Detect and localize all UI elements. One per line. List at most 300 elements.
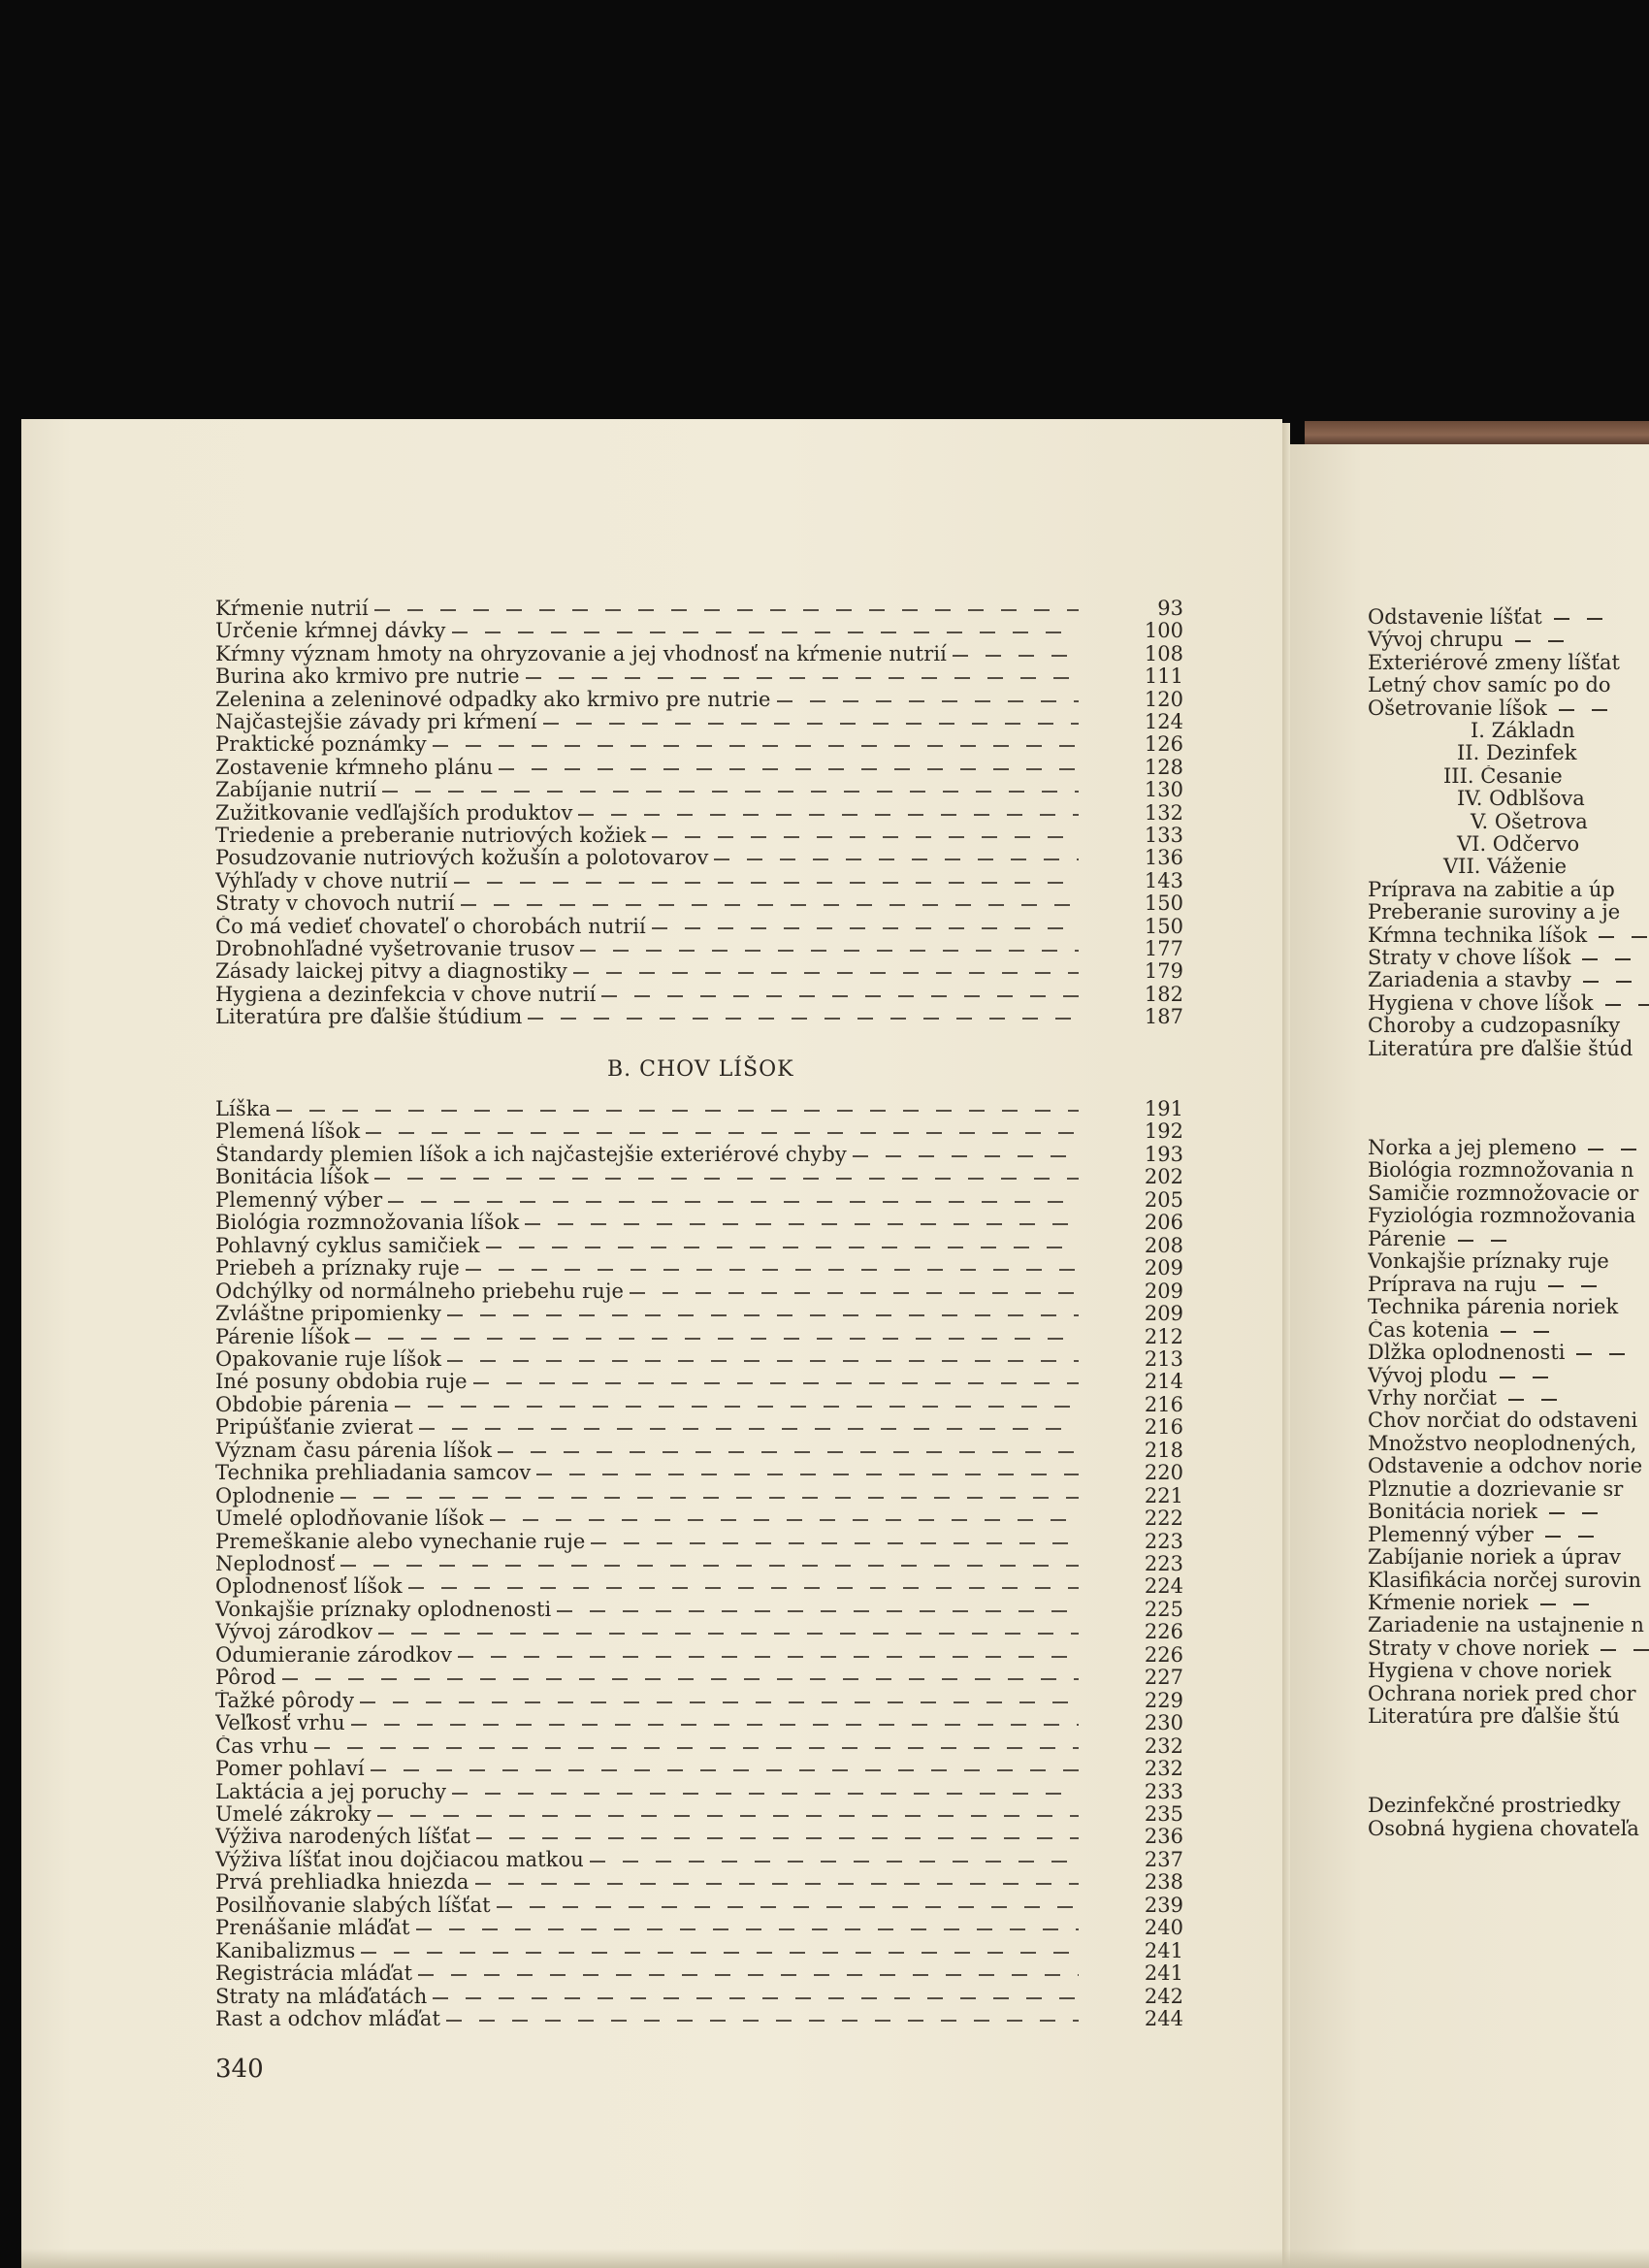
dash-leader: [1458, 1240, 1516, 1242]
dash-leader: [1508, 1399, 1567, 1401]
toc-entry: [1368, 856, 1649, 878]
toc-entry: [215, 757, 1185, 779]
toc-entry: [1368, 1660, 1649, 1682]
toc-entry-title: Obdobie párenia: [215, 1393, 389, 1416]
toc-entry-title: Odchýlky od normálneho priebehu ruje: [215, 1280, 625, 1303]
toc-entry-title: Plemenný výber: [215, 1188, 383, 1212]
toc-entry: [215, 1462, 1185, 1484]
toc-entry-title: Ťažké pôrody: [215, 1689, 355, 1712]
toc-entry: [1368, 879, 1649, 901]
toc-entry-page: 240: [1144, 1917, 1183, 1940]
toc-entry-title: Kŕmenie noriek: [1368, 1592, 1529, 1614]
toc-entry: [215, 1416, 1185, 1439]
dash-leader: [528, 1018, 1079, 1020]
toc-entry: [215, 2008, 1185, 2030]
dash-leader: [557, 1610, 1079, 1612]
toc-entry-page: 225: [1144, 1598, 1183, 1621]
dash-leader: [351, 1724, 1079, 1726]
toc-entry-title: Laktácia a jej poruchy: [215, 1780, 447, 1803]
dash-leader: [395, 1406, 1079, 1408]
dash-leader: [536, 1474, 1079, 1475]
toc-entry-title: Triedenie a preberanie nutriových kožiek: [215, 825, 647, 847]
dash-leader: [525, 1223, 1079, 1225]
toc-entry-title: Drobnohľadné vyšetrovanie trusov: [215, 938, 575, 960]
toc-entry-title: Exteriérové zmeny líšťat: [1368, 651, 1620, 674]
toc-entry-title: IV. Odblšova: [1457, 788, 1585, 811]
toc-entry-page: 222: [1144, 1507, 1183, 1531]
toc-entry-page: 133: [1144, 825, 1183, 847]
toc-entry: [1368, 992, 1649, 1015]
toc-entry-title: Literatúra pre ďalšie štú: [1368, 1705, 1620, 1729]
dash-leader: [601, 995, 1079, 997]
toc-entry-title: Zabíjanie noriek a úprav: [1368, 1546, 1621, 1570]
toc-entry: [215, 1553, 1185, 1575]
toc-entry-title: Zariadenia a stavby: [1368, 969, 1571, 992]
dash-leader: [355, 1338, 1079, 1340]
toc-entry-title: Premeškanie alebo vynechanie ruje: [215, 1530, 586, 1553]
toc-entry-page: 220: [1144, 1462, 1183, 1485]
toc-entry: [1368, 1159, 1649, 1182]
dash-leader: [473, 1382, 1079, 1384]
toc-entry: [1368, 1478, 1649, 1501]
toc-entry-page: 236: [1144, 1826, 1183, 1849]
toc-entry-title: Odstavenie líšťat: [1368, 606, 1542, 629]
toc-entry: [215, 643, 1185, 665]
toc-entry-title: Hygiena v chove líšok: [1368, 991, 1594, 1015]
toc-entry-page: 218: [1144, 1439, 1183, 1462]
toc-entry: [215, 984, 1185, 1006]
toc-entry-page: 124: [1144, 711, 1183, 733]
toc-entry-page: 205: [1144, 1188, 1183, 1212]
toc-entry-page: 232: [1144, 1734, 1183, 1758]
toc-entry-page: 223: [1144, 1530, 1183, 1553]
toc-entry-title: Choroby a cudzopasníky: [1368, 1015, 1621, 1038]
toc-entry: [215, 1212, 1185, 1234]
toc-entry: [1368, 833, 1649, 856]
toc-entry-title: Zásady laickej pitvy a diagnostiky: [215, 960, 567, 984]
dash-leader: [408, 1587, 1079, 1589]
toc-entry-title: Kŕmny význam hmoty na ohryzovanie a jej vhodnosť na kŕmenie nutrií: [215, 642, 947, 665]
toc-entry-title: Literatúra pre ďalšie štúdium: [215, 1006, 523, 1029]
toc-entry: [1368, 1795, 1649, 1817]
toc-entry: [215, 1758, 1185, 1780]
toc-entry: [215, 1440, 1185, 1462]
toc-entry: [1368, 1387, 1649, 1409]
toc-entry-title: Bonitácia líšok: [215, 1166, 370, 1189]
toc-entry: [215, 598, 1185, 620]
toc-entry-title: Vývoj plodu: [1368, 1364, 1488, 1387]
toc-entry-title: Straty v chove líšok: [1368, 947, 1571, 969]
toc-entry-page: 206: [1144, 1212, 1183, 1235]
toc-entry: [215, 1599, 1185, 1621]
toc-entry: [1368, 1683, 1649, 1705]
toc-entry-title: Plemenný výber: [1368, 1523, 1534, 1546]
toc-entry-page: 209: [1144, 1280, 1183, 1303]
toc-entry-title: Veľkosť vrhu: [215, 1712, 345, 1735]
dash-leader: [276, 1110, 1079, 1112]
toc-entry-page: 130: [1144, 779, 1183, 802]
toc-entry: [1368, 674, 1649, 697]
toc-entry: [215, 1257, 1185, 1280]
toc-entry: [1368, 652, 1649, 674]
toc-entry-title: Prvá prehliadka hniezda: [215, 1871, 469, 1895]
toc-entry: [215, 938, 1185, 960]
toc-entry-title: Zabíjanie nutrií: [215, 779, 377, 802]
dash-leader: [371, 1769, 1079, 1771]
toc-entry: [1368, 811, 1649, 833]
toc-entry-title: Iné posuny obdobia ruje: [215, 1371, 468, 1394]
dash-leader: [466, 1269, 1079, 1271]
toc-entry-title: Fyziológia rozmnožovania: [1368, 1205, 1636, 1228]
toc-entry-title: Pohlavný cyklus samičiek: [215, 1234, 480, 1257]
toc-entry: [215, 1871, 1185, 1894]
toc-entry-title: Štandardy plemien líšok a ich najčastejšie exteriérové chyby: [215, 1143, 847, 1166]
toc-entry-title: Praktické poznámky: [215, 733, 427, 757]
toc-entry: [1368, 1137, 1649, 1159]
toc-entry: [1368, 1705, 1649, 1728]
toc-entry-title: VI. Odčervo: [1457, 833, 1580, 856]
toc-entry: [1368, 1570, 1649, 1592]
toc-entry-title: Pripúšťanie zvierat: [215, 1416, 413, 1440]
toc-entry-page: 143: [1144, 869, 1183, 892]
toc-entry-title: Čo má vedieť chovateľ o chorobách nutrií: [215, 915, 646, 938]
toc-entry: [1368, 1365, 1649, 1387]
toc-entry: [1368, 765, 1649, 788]
dash-leader: [1599, 936, 1649, 938]
toc-entry-title: Párenie líšok: [215, 1325, 350, 1348]
dash-leader: [475, 1883, 1080, 1885]
toc-entry: [215, 1303, 1185, 1325]
toc-entry-title: Líška: [215, 1098, 272, 1120]
dash-leader: [498, 1451, 1079, 1453]
toc-entry: [1368, 1409, 1649, 1432]
toc-entry: [215, 1531, 1185, 1553]
dash-leader: [1588, 1149, 1646, 1150]
dash-leader: [447, 1360, 1079, 1362]
toc-entry-title: Vývoj chrupu: [1368, 629, 1504, 652]
toc-entry-page: 108: [1144, 642, 1183, 665]
toc-entry-page: 177: [1144, 938, 1183, 960]
toc-entry-title: Biológia rozmnožovania líšok: [215, 1212, 520, 1235]
toc-entry: [215, 711, 1185, 733]
dash-leader: [652, 927, 1079, 929]
toc-entry-page: 111: [1144, 665, 1183, 689]
toc-entry: [215, 1280, 1185, 1303]
toc-entry: [215, 1849, 1185, 1871]
toc-entry-title: Straty na mláďatách: [215, 1985, 428, 2008]
toc-entry: [215, 1507, 1185, 1530]
toc-entry: [215, 1826, 1185, 1848]
toc-entry-title: Klasifikácia norčej surovin: [1368, 1569, 1642, 1592]
toc-entry-title: Zariadenie na ustajnenie n: [1368, 1614, 1644, 1637]
toc-entry-page: 214: [1144, 1371, 1183, 1394]
toc-entry-title: Burina ako krmivo pre nutrie: [215, 665, 520, 689]
toc-entry-page: 233: [1144, 1780, 1183, 1803]
page-bottom-edge: [21, 2249, 1649, 2268]
toc-entry-page: 193: [1144, 1143, 1183, 1166]
dash-leader: [1554, 618, 1612, 620]
toc-entry: [1368, 1455, 1649, 1477]
toc-entry: [1368, 1614, 1649, 1636]
dash-leader: [361, 1952, 1079, 1954]
toc-entry: [1368, 606, 1649, 629]
toc-entry-title: V. Ošetrova: [1471, 810, 1588, 833]
toc-entry: [215, 1394, 1185, 1416]
toc-entry-page: 120: [1144, 688, 1183, 711]
toc-entry: [1368, 1818, 1649, 1840]
dash-leader: [1545, 1536, 1603, 1538]
toc-entry: [1368, 1592, 1649, 1614]
toc-entry: [1368, 1205, 1649, 1227]
dash-leader: [1548, 1285, 1606, 1287]
toc-entry: [1368, 788, 1649, 810]
toc-entry: [215, 733, 1185, 756]
toc-entry: [215, 1690, 1185, 1712]
dash-leader: [476, 1837, 1079, 1839]
toc-entry: [1368, 924, 1649, 947]
toc-entry-title: I. Základn: [1471, 720, 1575, 742]
toc-entry-page: 216: [1144, 1393, 1183, 1416]
toc-entry-title: Výživa narodených líšťat: [215, 1826, 470, 1849]
toc-entry: [1368, 901, 1649, 923]
dash-leader: [1576, 1353, 1634, 1355]
toc-entry-title: Letný chov samíc po do: [1368, 674, 1611, 697]
toc-entry-title: Vonkajšie príznaky ruje: [1368, 1250, 1609, 1274]
toc-entry-page: 93: [1157, 598, 1183, 620]
toc-entry: [1368, 720, 1649, 742]
toc-entry: [215, 1621, 1185, 1643]
toc-entry: [215, 1144, 1185, 1166]
toc-entry-title: II. Dezinfek: [1457, 742, 1577, 765]
dash-leader: [452, 632, 1079, 633]
toc-entry-title: Posilňovanie slabých líšťat: [215, 1894, 491, 1917]
toc-entry-title: Príprava na ruju: [1368, 1273, 1537, 1296]
toc-entry-title: Prenášanie mláďat: [215, 1917, 410, 1940]
dash-leader: [953, 655, 1079, 657]
toc-entry-title: Párenie: [1368, 1227, 1446, 1250]
dash-leader: [486, 1247, 1079, 1248]
toc-entry-title: Samičie rozmnožovacie or: [1368, 1182, 1639, 1205]
dash-leader: [360, 1701, 1079, 1703]
toc-entry-title: Vonkajšie príznaky oplodnenosti: [215, 1598, 552, 1621]
toc-entry-title: Zvláštne pripomienky: [215, 1303, 441, 1326]
toc-entry-title: Rast a odchov mláďat: [215, 2008, 441, 2030]
dash-leader: [1549, 1512, 1607, 1514]
toc-entry-page: 226: [1144, 1621, 1183, 1644]
dash-leader: [714, 859, 1079, 860]
toc-entry: [215, 1098, 1185, 1120]
toc-entry-title: VII. Váženie: [1443, 856, 1568, 879]
toc-entry: [215, 1348, 1185, 1371]
toc-entry-title: Vrhy norčiat: [1368, 1386, 1497, 1409]
toc-entry-title: Ochrana noriek pred chor: [1368, 1682, 1636, 1705]
toc-entry-page: 212: [1144, 1325, 1183, 1348]
toc-entry: [215, 1803, 1185, 1826]
dash-leader: [652, 836, 1079, 838]
toc-entry: [215, 1962, 1185, 1985]
toc-entry: [215, 1917, 1185, 1939]
toc-entry-page: 223: [1144, 1553, 1183, 1575]
toc-entry-title: Oplodnenie: [215, 1484, 336, 1507]
toc-entry-title: Neplodnosť: [215, 1553, 336, 1575]
toc-entry: [1368, 1015, 1649, 1037]
dash-leader: [499, 768, 1079, 770]
book-cover-edge: [1305, 421, 1649, 444]
toc-entry-title: Odumieranie zárodkov: [215, 1643, 453, 1667]
toc-entry-page: 191: [1144, 1098, 1183, 1120]
toc-entry-page: 208: [1144, 1234, 1183, 1257]
toc-entry-title: Odstavenie a odchov norie: [1368, 1455, 1643, 1478]
toc-entry: [215, 1006, 1185, 1028]
toc-entry: [215, 892, 1185, 915]
dash-leader: [1600, 1649, 1649, 1651]
dash-leader: [382, 791, 1079, 793]
toc-entry-page: 179: [1144, 960, 1183, 984]
toc-entry: [215, 1895, 1185, 1917]
toc-entry-page: 241: [1144, 1962, 1183, 1986]
toc-entry-page: 132: [1144, 801, 1183, 825]
toc-entry: [1368, 1296, 1649, 1318]
toc-entry: [1368, 1342, 1649, 1364]
toc-entry-title: Čas vrhu: [215, 1734, 308, 1758]
toc-entry: [215, 1120, 1185, 1143]
toc-entry: [1368, 1501, 1649, 1523]
toc-entry-title: Pomer pohlaví: [215, 1758, 365, 1781]
toc-entry: [215, 620, 1185, 642]
toc-entry: [1368, 1319, 1649, 1342]
toc-entry-page: 192: [1144, 1120, 1183, 1144]
toc-entry-title: Preberanie suroviny a je: [1368, 901, 1621, 924]
dash-leader: [419, 1428, 1079, 1430]
dash-leader: [1582, 958, 1640, 960]
toc-entry-title: Registrácia mláďat: [215, 1962, 413, 1986]
dash-leader: [1501, 1331, 1559, 1333]
toc-entry-title: Technika prehliadania samcov: [215, 1462, 532, 1485]
dash-leader: [314, 1747, 1079, 1749]
dash-leader: [374, 1178, 1079, 1180]
dash-leader: [591, 1542, 1079, 1544]
toc-entry: [215, 1667, 1185, 1689]
toc-entry-title: Opakovanie ruje líšok: [215, 1347, 442, 1371]
dash-leader: [340, 1497, 1079, 1499]
toc-entry-page: 221: [1144, 1484, 1183, 1507]
toc-entry-title: Oplodnenosť líšok: [215, 1575, 403, 1599]
toc-entry-page: 209: [1144, 1303, 1183, 1326]
toc-entry: [1368, 1524, 1649, 1546]
toc-entry-page: 232: [1144, 1758, 1183, 1781]
dash-leader: [282, 1678, 1079, 1680]
toc-entry-title: Pôrod: [215, 1667, 276, 1690]
toc-entry-title: Kŕmenie nutrií: [215, 598, 369, 620]
toc-entry: [1368, 1637, 1649, 1660]
toc-entry-title: Určenie kŕmnej dávky: [215, 620, 446, 643]
dash-leader: [447, 1314, 1079, 1316]
toc-entry-title: Zelenina a zeleninové odpadky ako krmivo pre nutrie: [215, 688, 771, 711]
toc-entry-page: 224: [1144, 1575, 1183, 1599]
toc-entry: [215, 1712, 1185, 1734]
toc-entry-title: Množstvo neoplodnených,: [1368, 1432, 1637, 1455]
dash-leader: [1559, 709, 1617, 711]
toc-entry: [215, 1485, 1185, 1507]
toc-entry-title: Bonitácia noriek: [1368, 1501, 1538, 1524]
dash-leader: [543, 723, 1079, 725]
dash-leader: [497, 1906, 1079, 1908]
toc-entry-page: 226: [1144, 1643, 1183, 1667]
dash-leader: [578, 814, 1079, 816]
dash-leader: [1540, 1604, 1599, 1605]
dash-leader: [340, 1565, 1079, 1567]
toc-entry: [215, 779, 1185, 801]
dash-leader: [377, 1815, 1079, 1817]
dash-leader: [1500, 1377, 1558, 1378]
dash-leader: [1515, 640, 1573, 642]
toc-entry-title: Literatúra pre ďalšie štúd: [1368, 1037, 1633, 1060]
toc-entry-title: Priebeh a príznaky ruje: [215, 1257, 460, 1280]
toc-entry: [1368, 1546, 1649, 1569]
toc-entry-page: 182: [1144, 983, 1183, 1006]
toc-entry-page: 216: [1144, 1416, 1183, 1440]
page-number: 340: [215, 2055, 264, 2084]
toc-entry: [1368, 629, 1649, 651]
toc-entry-page: 242: [1144, 1985, 1183, 2008]
toc-entry: [215, 1189, 1185, 1212]
toc-entry-title: Hygiena a dezinfekcia v chove nutrií: [215, 983, 597, 1006]
toc-entry-title: Dezinfekčné prostriedky: [1368, 1795, 1621, 1817]
toc-entry-title: Hygiena v chove noriek: [1368, 1660, 1611, 1683]
toc-entry-page: 241: [1144, 1939, 1183, 1962]
dash-leader: [777, 700, 1079, 702]
dash-leader: [461, 904, 1079, 906]
toc-entry: [1368, 1433, 1649, 1455]
toc-entry-title: Chov norčiat do odstaveni: [1368, 1409, 1638, 1433]
dash-leader: [433, 745, 1079, 747]
toc-entry: [215, 1986, 1185, 2008]
toc-entry-page: 230: [1144, 1712, 1183, 1735]
section-heading-chov-lisok: B. CHOV LÍŠOK: [607, 1057, 794, 1082]
toc-entry-title: Význam času párenia líšok: [215, 1439, 493, 1462]
toc-entry-page: 187: [1144, 1006, 1183, 1029]
toc-entry: [215, 825, 1185, 847]
toc-entry-page: 235: [1144, 1802, 1183, 1826]
dash-leader: [526, 677, 1079, 679]
toc-entry-page: 150: [1144, 892, 1183, 916]
toc-entry-title: Zužitkovanie vedľajších produktov: [215, 801, 573, 825]
toc-entry-title: Príprava na zabitie a úp: [1368, 878, 1615, 901]
toc-entry-title: Plemená líšok: [215, 1120, 361, 1144]
toc-entry-page: 239: [1144, 1894, 1183, 1917]
dash-leader: [853, 1155, 1079, 1157]
toc-entry-title: Umelé oplodňovanie líšok: [215, 1507, 484, 1531]
dash-leader: [590, 1861, 1079, 1863]
toc-entry-title: Čas kotenia: [1368, 1318, 1490, 1342]
toc-entry-page: 136: [1144, 847, 1183, 870]
toc-entry-page: 100: [1144, 620, 1183, 643]
toc-entry-page: 229: [1144, 1689, 1183, 1712]
toc-entry-page: 209: [1144, 1257, 1183, 1280]
dash-leader: [458, 1656, 1079, 1658]
toc-entry: [1368, 1250, 1649, 1273]
toc-entry-title: Pĺznutie a dozrievanie sr: [1368, 1477, 1624, 1501]
toc-entry: [1368, 947, 1649, 969]
toc-entry-page: 202: [1144, 1166, 1183, 1189]
toc-entry-title: Straty v chovoch nutrií: [215, 892, 455, 916]
toc-entry: [215, 1781, 1185, 1803]
toc-entry: [215, 1575, 1185, 1598]
toc-entry: [215, 689, 1185, 711]
toc-entry: [215, 802, 1185, 825]
toc-entry-title: Výhľady v chove nutrií: [215, 869, 448, 892]
toc-entry-title: Výživa líšťat inou dojčiacou matkou: [215, 1848, 584, 1871]
